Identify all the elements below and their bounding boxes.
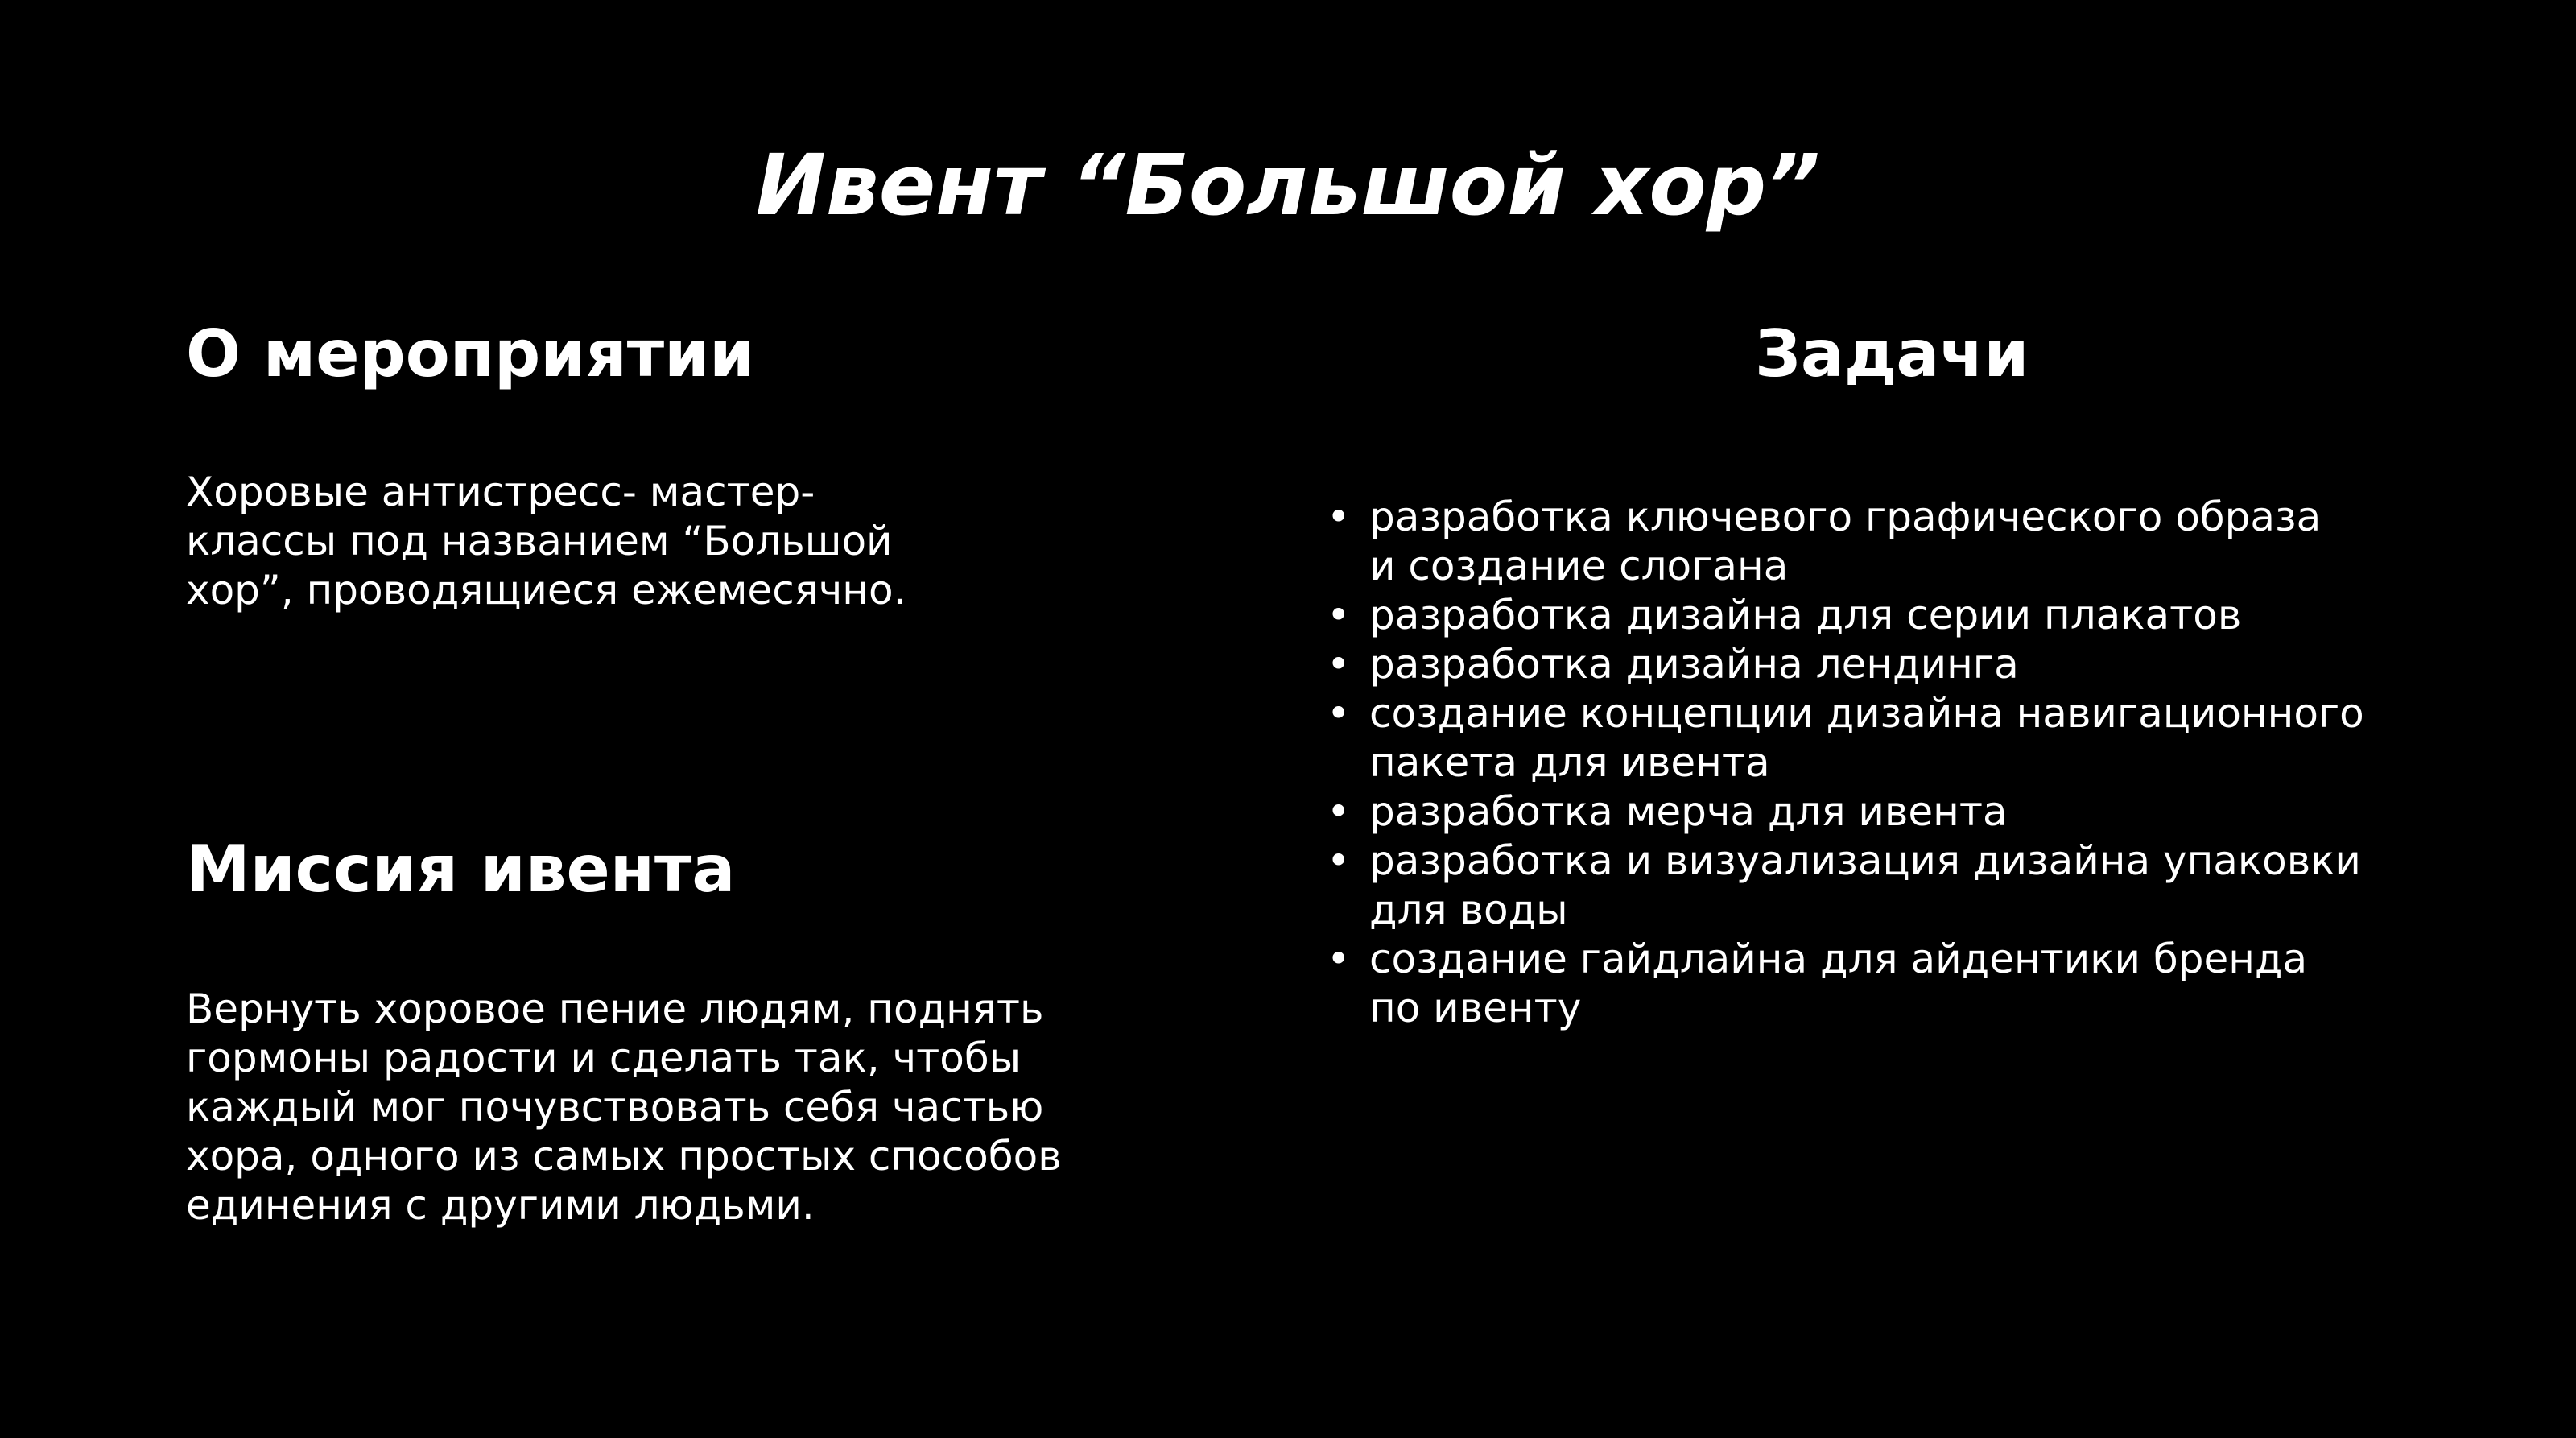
- task-item-text: создание гайдлайна для айдентики бренда по ивенту: [1369, 936, 2308, 1031]
- bullet-icon: •: [1327, 788, 1351, 835]
- slide-title: Ивент “Большой хор”: [755, 136, 1821, 234]
- mission-text: Вернуть хоровое пение людям, поднять гормоны радости и сделать так, чтобы каждый мог почувствовать себя частью хора, одного из самых простых способов единения с другими людьми.: [186, 986, 1062, 1229]
- about-text: Хоровые антистресс- мастер- классы под названием “Большой хор”, проводящиеся ежемесячно.: [186, 469, 906, 614]
- task-item-text: разработка и визуализация дизайна упаковки для воды: [1369, 837, 2361, 933]
- bullet-icon: •: [1327, 592, 1351, 638]
- about-heading: О мероприятии: [186, 316, 755, 391]
- task-item: [1327, 787, 2518, 837]
- bullet-icon: •: [1327, 690, 1351, 737]
- task-item: [1327, 689, 2518, 787]
- task-item: [1327, 837, 2518, 935]
- task-item-text: создание концепции дизайна навигационного пакета для ивента: [1369, 690, 2364, 786]
- task-item-text: разработка ключевого графического образа и создание слогана: [1369, 494, 2322, 589]
- task-item: [1327, 493, 2518, 591]
- mission-heading: Миссия ивента: [186, 832, 736, 907]
- task-item: [1327, 591, 2518, 640]
- bullet-icon: •: [1327, 494, 1351, 540]
- task-item-text: разработка мерча для ивента: [1369, 788, 2008, 835]
- task-item-text: разработка дизайна для серии плакатов: [1369, 592, 2242, 638]
- bullet-icon: •: [1327, 837, 1351, 884]
- tasks-list: [1327, 493, 2518, 1033]
- bullet-icon: •: [1327, 641, 1351, 688]
- task-item-text: разработка дизайна лендинга: [1369, 641, 2019, 688]
- task-item: [1327, 935, 2518, 1033]
- task-item: [1327, 640, 2518, 689]
- bullet-icon: •: [1327, 936, 1351, 982]
- tasks-heading: Задачи: [1755, 316, 2029, 391]
